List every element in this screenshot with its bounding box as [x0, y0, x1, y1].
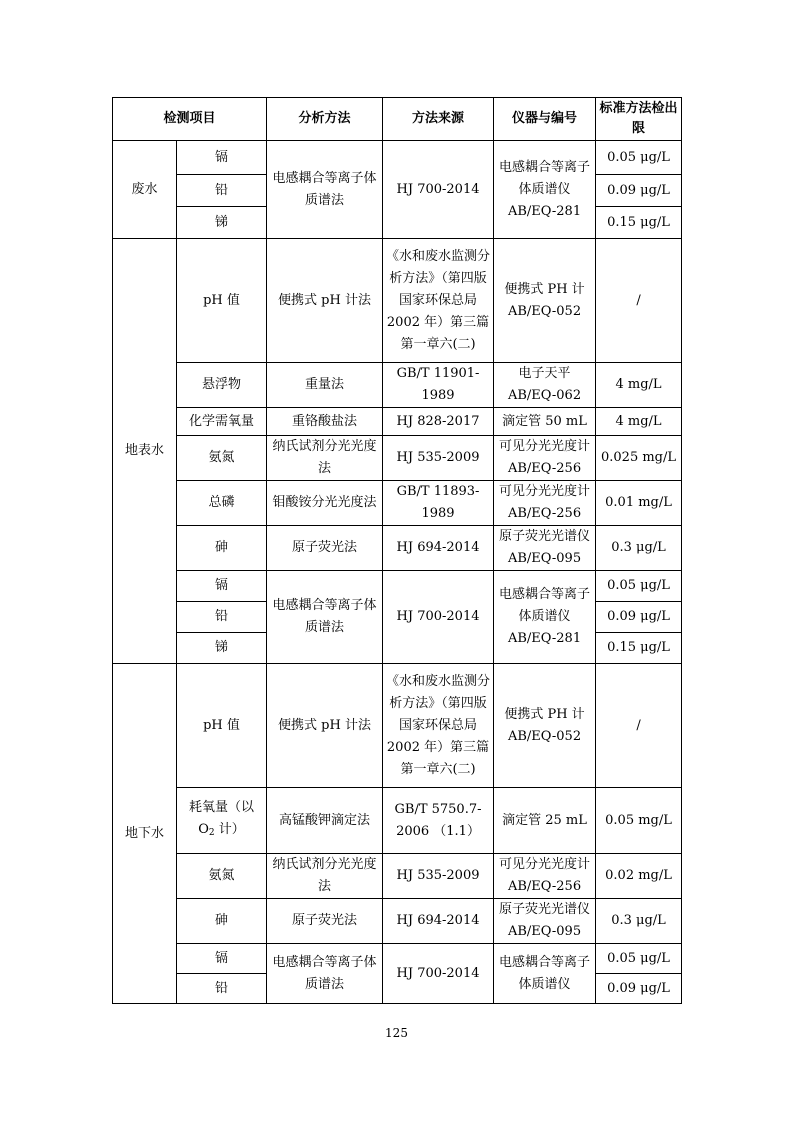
source-cell: 《水和废水监测分析方法》（第四版 国家环保总局 2002 年）第三篇第一章六(二)	[383, 664, 494, 788]
item-cell: 氨氮	[177, 436, 267, 481]
oxygen-label: 耗氧量（以 O	[189, 800, 255, 837]
limit-cell: 4 mg/L	[596, 363, 682, 408]
method-cell: 钼酸铵分光光度法	[267, 481, 383, 526]
limit-cell: 0.02 mg/L	[596, 854, 682, 899]
item-cell: 铅	[177, 602, 267, 633]
source-cell: HJ 828-2017	[383, 408, 494, 436]
limit-cell: 0.05 μg/L	[596, 571, 682, 602]
table-row	[113, 481, 682, 526]
source-cell: 《水和废水监测分析方法》（第四版 国家环保总局 2002 年）第三篇第一章六(二)	[383, 239, 494, 363]
instrument-cell: 电感耦合等离子体质谱仪AB/EQ-281	[494, 571, 596, 664]
method-cell: 原子荧光法	[267, 899, 383, 944]
instrument-cell: 滴定管 25 mL	[494, 788, 596, 854]
method-cell: 便携式 pH 计法	[267, 664, 383, 788]
instrument-cell: 电感耦合等离子体质谱仪AB/EQ-281	[494, 141, 596, 239]
instrument-cell: 可见分光光度计 AB/EQ-256	[494, 854, 596, 899]
source-cell: HJ 694-2014	[383, 526, 494, 571]
limit-cell: 0.05 μg/L	[596, 944, 682, 974]
table-row	[113, 899, 682, 944]
item-cell: 锑	[177, 633, 267, 664]
limit-cell: 0.01 mg/L	[596, 481, 682, 526]
table-row	[113, 944, 682, 974]
limit-cell: 0.09 μg/L	[596, 602, 682, 633]
header-item: 检测项目	[113, 98, 267, 141]
limit-cell: 0.15 μg/L	[596, 207, 682, 239]
table-row	[113, 854, 682, 899]
instrument-cell: 电子天平AB/EQ-062	[494, 363, 596, 408]
method-cell: 纳氏试剂分光光度法	[267, 436, 383, 481]
instrument-cell: 原子荧光光谱仪 AB/EQ-095	[494, 899, 596, 944]
limit-cell: 0.09 μg/L	[596, 175, 682, 207]
item-cell: 氨氮	[177, 854, 267, 899]
method-cell: 电感耦合等离子体质谱法	[267, 571, 383, 664]
method-cell: 重量法	[267, 363, 383, 408]
item-cell: 镉	[177, 944, 267, 974]
source-cell: GB/T 11901-1989	[383, 363, 494, 408]
source-cell: GB/T 5750.7-2006 （1.1）	[383, 788, 494, 854]
table-row	[113, 408, 682, 436]
oxygen-subscript: 2	[208, 828, 215, 838]
item-cell: 悬浮物	[177, 363, 267, 408]
item-cell: pH 值	[177, 239, 267, 363]
source-cell: HJ 535-2009	[383, 436, 494, 481]
table-row	[113, 526, 682, 571]
source-cell: GB/T 11893-1989	[383, 481, 494, 526]
category-cell: 废水	[113, 141, 177, 239]
item-cell: 铅	[177, 175, 267, 207]
item-cell: 锑	[177, 207, 267, 239]
limit-cell: 0.15 μg/L	[596, 633, 682, 664]
table-row	[113, 141, 682, 175]
item-cell: 总磷	[177, 481, 267, 526]
oxygen-label-tail: 计）	[214, 822, 245, 837]
limit-cell: 0.3 μg/L	[596, 899, 682, 944]
table-row	[113, 363, 682, 408]
instrument-cell: 滴定管 50 mL	[494, 408, 596, 436]
item-cell: 砷	[177, 526, 267, 571]
instrument-cell: 电感耦合等离子体质谱仪	[494, 944, 596, 1004]
table-row	[113, 436, 682, 481]
header-source: 方法来源	[383, 98, 494, 141]
limit-cell: /	[596, 664, 682, 788]
source-cell: HJ 694-2014	[383, 899, 494, 944]
category-cell: 地表水	[113, 239, 177, 664]
limit-cell: 0.025 mg/L	[596, 436, 682, 481]
instrument-cell: 便携式 PH 计AB/EQ-052	[494, 239, 596, 363]
source-cell: HJ 700-2014	[383, 944, 494, 1004]
table-row	[113, 664, 682, 788]
item-cell: pH 值	[177, 664, 267, 788]
method-cell: 重铬酸盐法	[267, 408, 383, 436]
instrument-cell: 便携式 PH 计AB/EQ-052	[494, 664, 596, 788]
limit-cell: 0.3 μg/L	[596, 526, 682, 571]
source-cell: HJ 700-2014	[383, 571, 494, 664]
instrument-cell: 可见分光光度计 AB/EQ-256	[494, 481, 596, 526]
method-cell: 高锰酸钾滴定法	[267, 788, 383, 854]
method-cell: 电感耦合等离子体质谱法	[267, 141, 383, 239]
method-cell: 纳氏试剂分光光度法	[267, 854, 383, 899]
header-limit: 标准方法检出限	[596, 98, 682, 141]
limit-cell: 0.05 μg/L	[596, 141, 682, 175]
item-cell: 砷	[177, 899, 267, 944]
item-cell: 化学需氧量	[177, 408, 267, 436]
detection-methods-table	[112, 97, 682, 1004]
category-cell: 地下水	[113, 664, 177, 1004]
method-cell: 便携式 pH 计法	[267, 239, 383, 363]
header-row	[113, 98, 682, 141]
limit-cell: 0.09 μg/L	[596, 974, 682, 1004]
source-cell: HJ 535-2009	[383, 854, 494, 899]
table-row	[113, 788, 682, 854]
header-instrument: 仪器与编号	[494, 98, 596, 141]
instrument-cell: 可见分光光度计 AB/EQ-256	[494, 436, 596, 481]
method-cell: 原子荧光法	[267, 526, 383, 571]
page-number: 125	[385, 1026, 408, 1040]
source-cell: HJ 700-2014	[383, 141, 494, 239]
limit-cell: /	[596, 239, 682, 363]
header-method: 分析方法	[267, 98, 383, 141]
item-cell	[177, 788, 267, 854]
item-cell: 镉	[177, 141, 267, 175]
method-cell: 电感耦合等离子体质谱法	[267, 944, 383, 1004]
item-cell: 镉	[177, 571, 267, 602]
table-row	[113, 571, 682, 602]
instrument-cell: 原子荧光光谱仪 AB/EQ-095	[494, 526, 596, 571]
limit-cell: 0.05 mg/L	[596, 788, 682, 854]
item-cell: 铅	[177, 974, 267, 1004]
table-row	[113, 239, 682, 363]
limit-cell: 4 mg/L	[596, 408, 682, 436]
